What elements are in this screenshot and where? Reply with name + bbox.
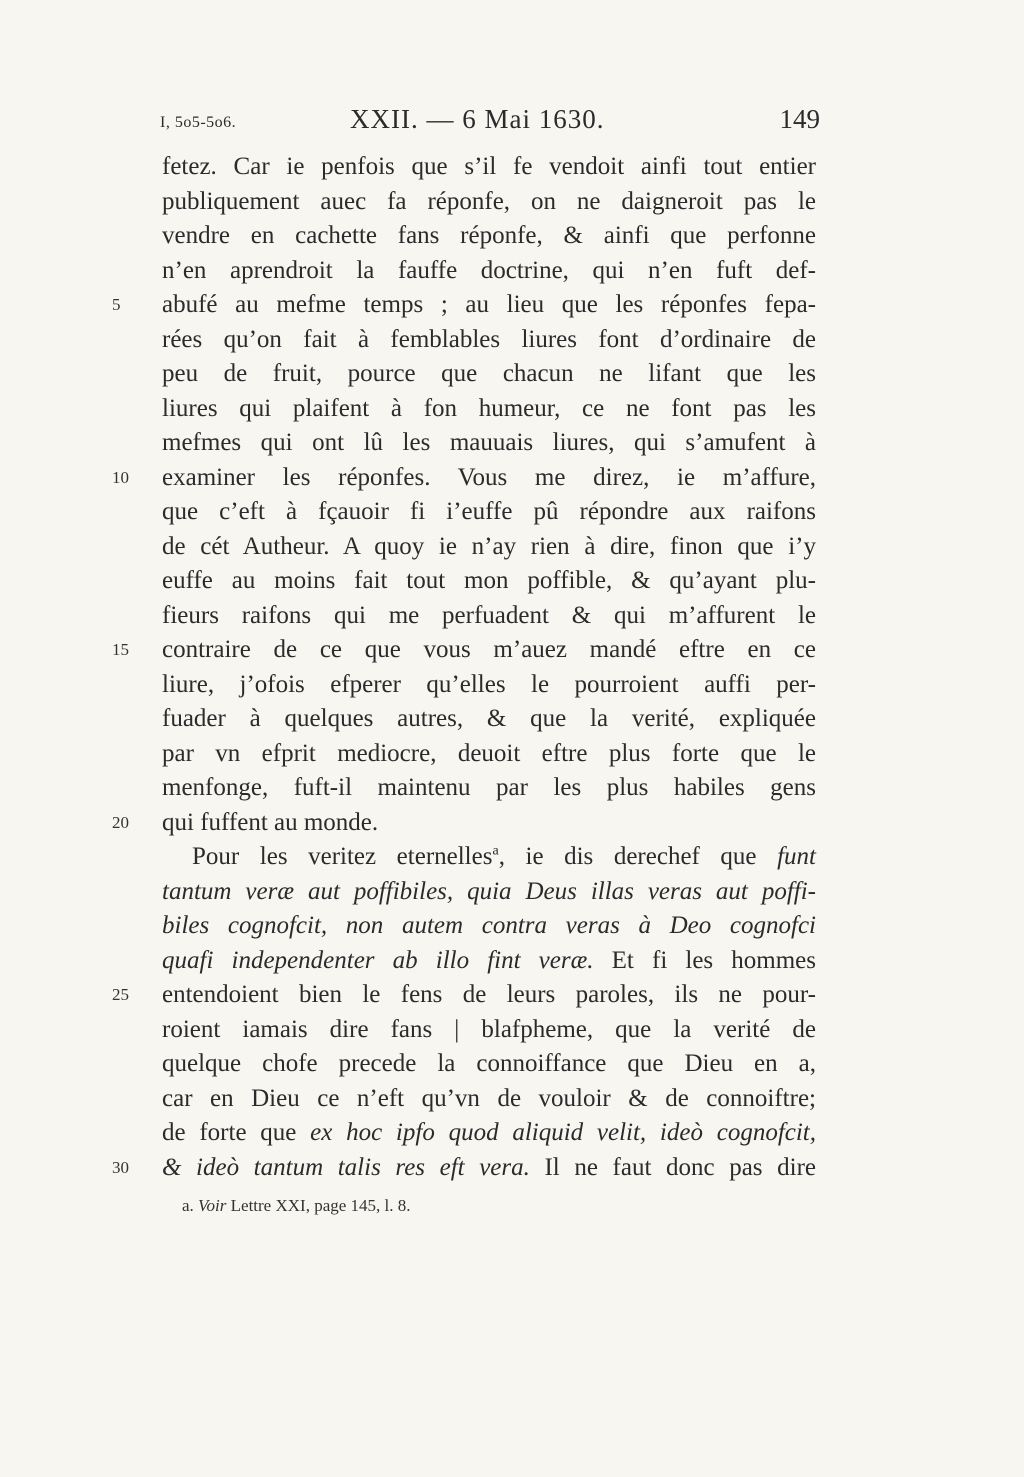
text-line [0, 909, 1024, 944]
footnote-text: Lettre XXI, page 145, l. 8. [230, 1196, 411, 1215]
line-text: rées qu’on fait à femblables liures font d’ordinaire de [162, 325, 816, 353]
line-text [162, 1116, 816, 1151]
text-line [0, 840, 1024, 875]
body-text [0, 150, 1024, 1185]
line-text-part: de forte que [162, 1119, 311, 1146]
line-text: mefmes qui ont lû les mauuais liures, qui s’amufent à [162, 429, 816, 456]
line-text-part: Il ne faut donc pas dire [529, 1153, 816, 1181]
text-line [0, 1047, 1024, 1082]
text-line [0, 1151, 1024, 1186]
letter-heading: XXII. — 6 Mai 1630. [350, 104, 605, 134]
line-text: que c’eft à fçauoir fi i’euffe pû répondre aux raifons [162, 498, 816, 525]
text-line [0, 323, 1024, 358]
latin-phrase: biles cognofcit, non autem contra veras à Deo cognofci [162, 912, 816, 939]
text-line [0, 530, 1024, 565]
line-text [162, 944, 816, 979]
text-line [0, 1013, 1024, 1048]
line-text: quelque chofe precede la connoiffance que Dieu en a, [162, 1050, 816, 1077]
latin-phrase: quafi independenter ab illo fint veræ. [162, 946, 594, 974]
line-number: 5 [112, 295, 121, 314]
page-number: 149 [779, 104, 820, 134]
line-text-part: Pour les veritez eternelles [192, 843, 493, 870]
latin-phrase: funt [777, 843, 816, 870]
line-text: fuader à quelques autres, & que la verité, expliquée [162, 705, 816, 732]
footnote-italic: Voir [198, 1196, 227, 1215]
latin-phrase: & ideò tantum talis res eft vera. [162, 1153, 530, 1181]
text-line [0, 495, 1024, 530]
line-text: n’en aprendroit la fauffe doctrine, qui n’en fuft def- [162, 256, 816, 284]
latin-phrase: ex hoc ipfo quod aliquid velit, ideò cognofcit, [310, 1119, 816, 1146]
text-line [0, 633, 1024, 668]
line-number: 20 [112, 812, 129, 832]
volume-page-reference: I, 5o5-5o6. [160, 114, 237, 131]
latin-phrase: tantum veræ aut poffibiles, quia Deus illas veras aut poffi- [162, 877, 816, 905]
line-text: peu de fruit, pource que chacun ne lifant que les [162, 360, 816, 387]
line-text: par vn efprit mediocre, deuoit eftre plus forte que le [162, 739, 816, 767]
text-line [0, 875, 1024, 910]
line-text: entendoient bien le fens de leurs paroles, ils ne pour- [162, 981, 816, 1008]
line-number: 15 [112, 640, 129, 659]
text-line [0, 944, 1024, 979]
text-line [0, 461, 1024, 496]
footnote-marker: a. [182, 1196, 194, 1215]
text-line [0, 1116, 1024, 1151]
line-text: euffe au moins fait tout mon poffible, & qu’ayant plu- [162, 567, 816, 594]
line-text: fieurs raifons qui me perfuadent & qui m’affurent le [162, 601, 816, 629]
line-number: 30 [112, 1157, 129, 1177]
text-line [0, 185, 1024, 220]
text-line [0, 254, 1024, 289]
line-text: menfonge, fuft-il maintenu par les plus habiles gens [162, 774, 816, 801]
line-text: abufé au mefme temps ; au lieu que les réponfes fepa- [162, 291, 816, 318]
text-line [0, 1082, 1024, 1117]
text-line [0, 426, 1024, 461]
line-text: vendre en cachette fans réponfe, & ainfi que perfonne [162, 222, 816, 249]
line-text [162, 1151, 816, 1186]
text-line [0, 737, 1024, 772]
text-line [0, 392, 1024, 427]
line-text: liure, j’ofois efperer qu’elles le pourroient auffi per- [162, 670, 816, 698]
footnote-marker: a [492, 843, 499, 859]
line-text-part: Et fi les hommes [593, 946, 816, 974]
line-number: 10 [112, 467, 129, 487]
running-head [160, 104, 820, 140]
line-text: car en Dieu ce n’eft qu’vn de vouloir & de connoiftre; [162, 1084, 816, 1112]
line-text: de cét Autheur. A quoy ie n’ay rien à dire, finon que i’y [162, 532, 816, 560]
text-line [0, 564, 1024, 599]
text-line [0, 702, 1024, 737]
line-text: qui fuffent au monde. [162, 808, 379, 836]
line-number: 25 [112, 985, 129, 1004]
text-line [0, 357, 1024, 392]
line-text [192, 840, 816, 875]
line-text: publiquement auec fa réponfe, on ne daigneroit pas le [162, 187, 816, 215]
text-line [0, 806, 1024, 841]
line-text: roient iamais dire fans | blafpheme, que la verité de [162, 1015, 816, 1043]
line-text: contraire de ce que vous m’auez mandé eftre en ce [162, 636, 816, 663]
text-line [0, 288, 1024, 323]
line-text: examiner les réponfes. Vous me direz, ie m’affure, [162, 463, 816, 491]
line-text: fetez. Car ie penfois que s’il fe vendoit ainfi tout entier [162, 153, 816, 180]
line-text: liures qui plaifent à fon humeur, ce ne font pas les [162, 394, 816, 422]
text-line [0, 150, 1024, 185]
text-line [0, 771, 1024, 806]
text-line [0, 219, 1024, 254]
text-line [0, 599, 1024, 634]
line-text-part: , ie dis derechef que [498, 843, 778, 870]
text-line [0, 978, 1024, 1013]
footnote [182, 1196, 411, 1216]
text-line [0, 668, 1024, 703]
